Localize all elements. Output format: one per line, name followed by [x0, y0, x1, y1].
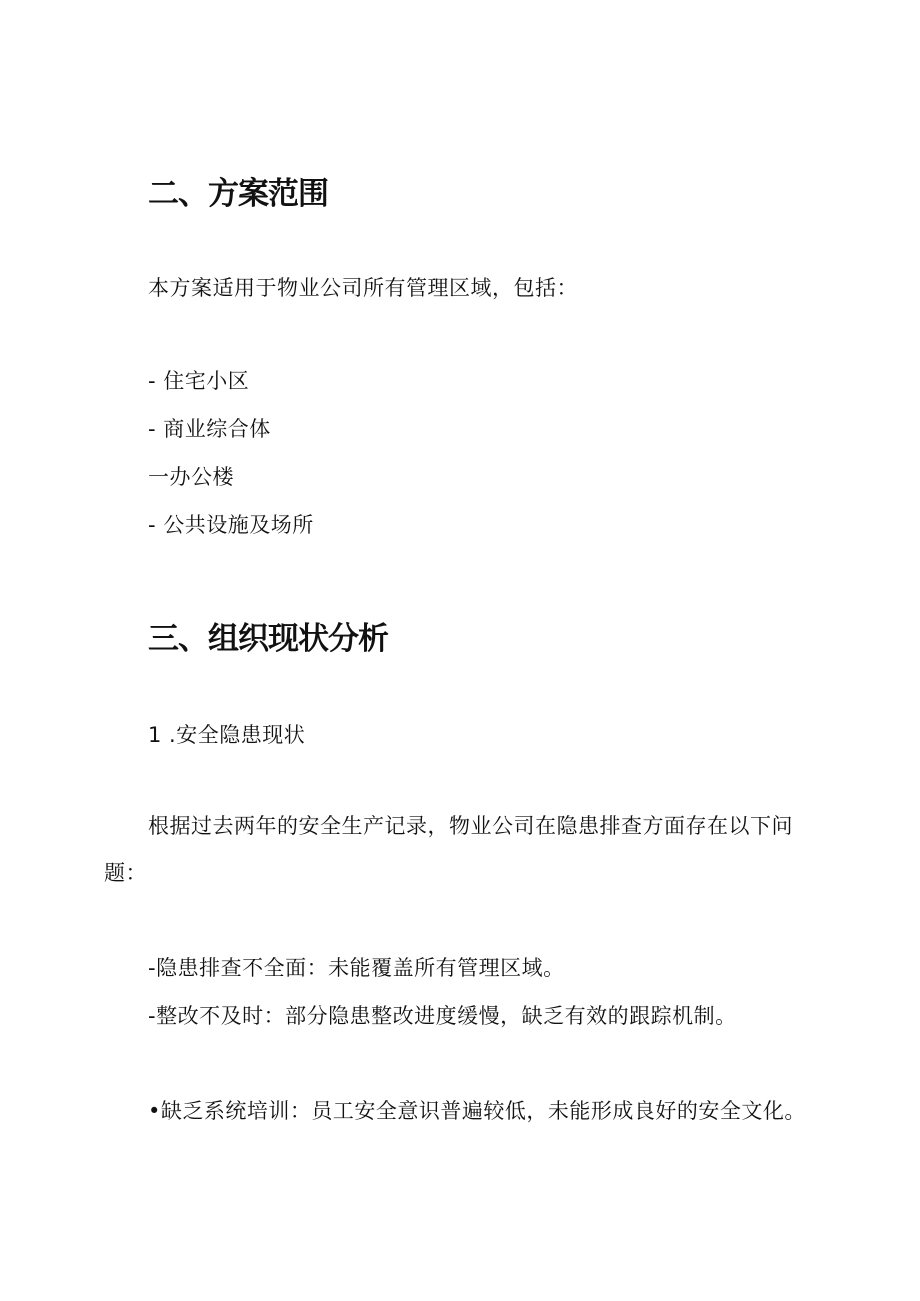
scope-item-office: 一办公楼	[148, 465, 234, 489]
section-2-heading: 二、方案范围	[148, 176, 328, 212]
section-3-subheading: 1 .安全隐患现状	[148, 723, 306, 747]
issue-incomplete-inspection: -隐患排查不全面：未能覆盖所有管理区域。	[148, 956, 565, 980]
scope-item-public: - 公共设施及场所	[148, 513, 314, 537]
paragraph-line-2: 题：	[104, 861, 147, 885]
issue-lack-of-training: •缺乏系统培训：员工安全意识普遍较低，未能形成良好的安全文化。	[148, 1099, 806, 1123]
scope-item-residential: - 住宅小区	[148, 369, 250, 393]
issue-delayed-rectification: -整改不及时：部分隐患整改进度缓慢，缺乏有效的跟踪机制。	[148, 1004, 737, 1028]
scope-item-commercial: - 商业综合体	[148, 417, 271, 441]
section-3-heading: 三、组织现状分析	[148, 621, 388, 657]
paragraph-line-1: 根据过去两年的安全生产记录，物业公司在隐患排查方面存在以下问	[148, 814, 793, 838]
section-2-intro: 本方案适用于物业公司所有管理区域，包括：	[148, 276, 578, 300]
